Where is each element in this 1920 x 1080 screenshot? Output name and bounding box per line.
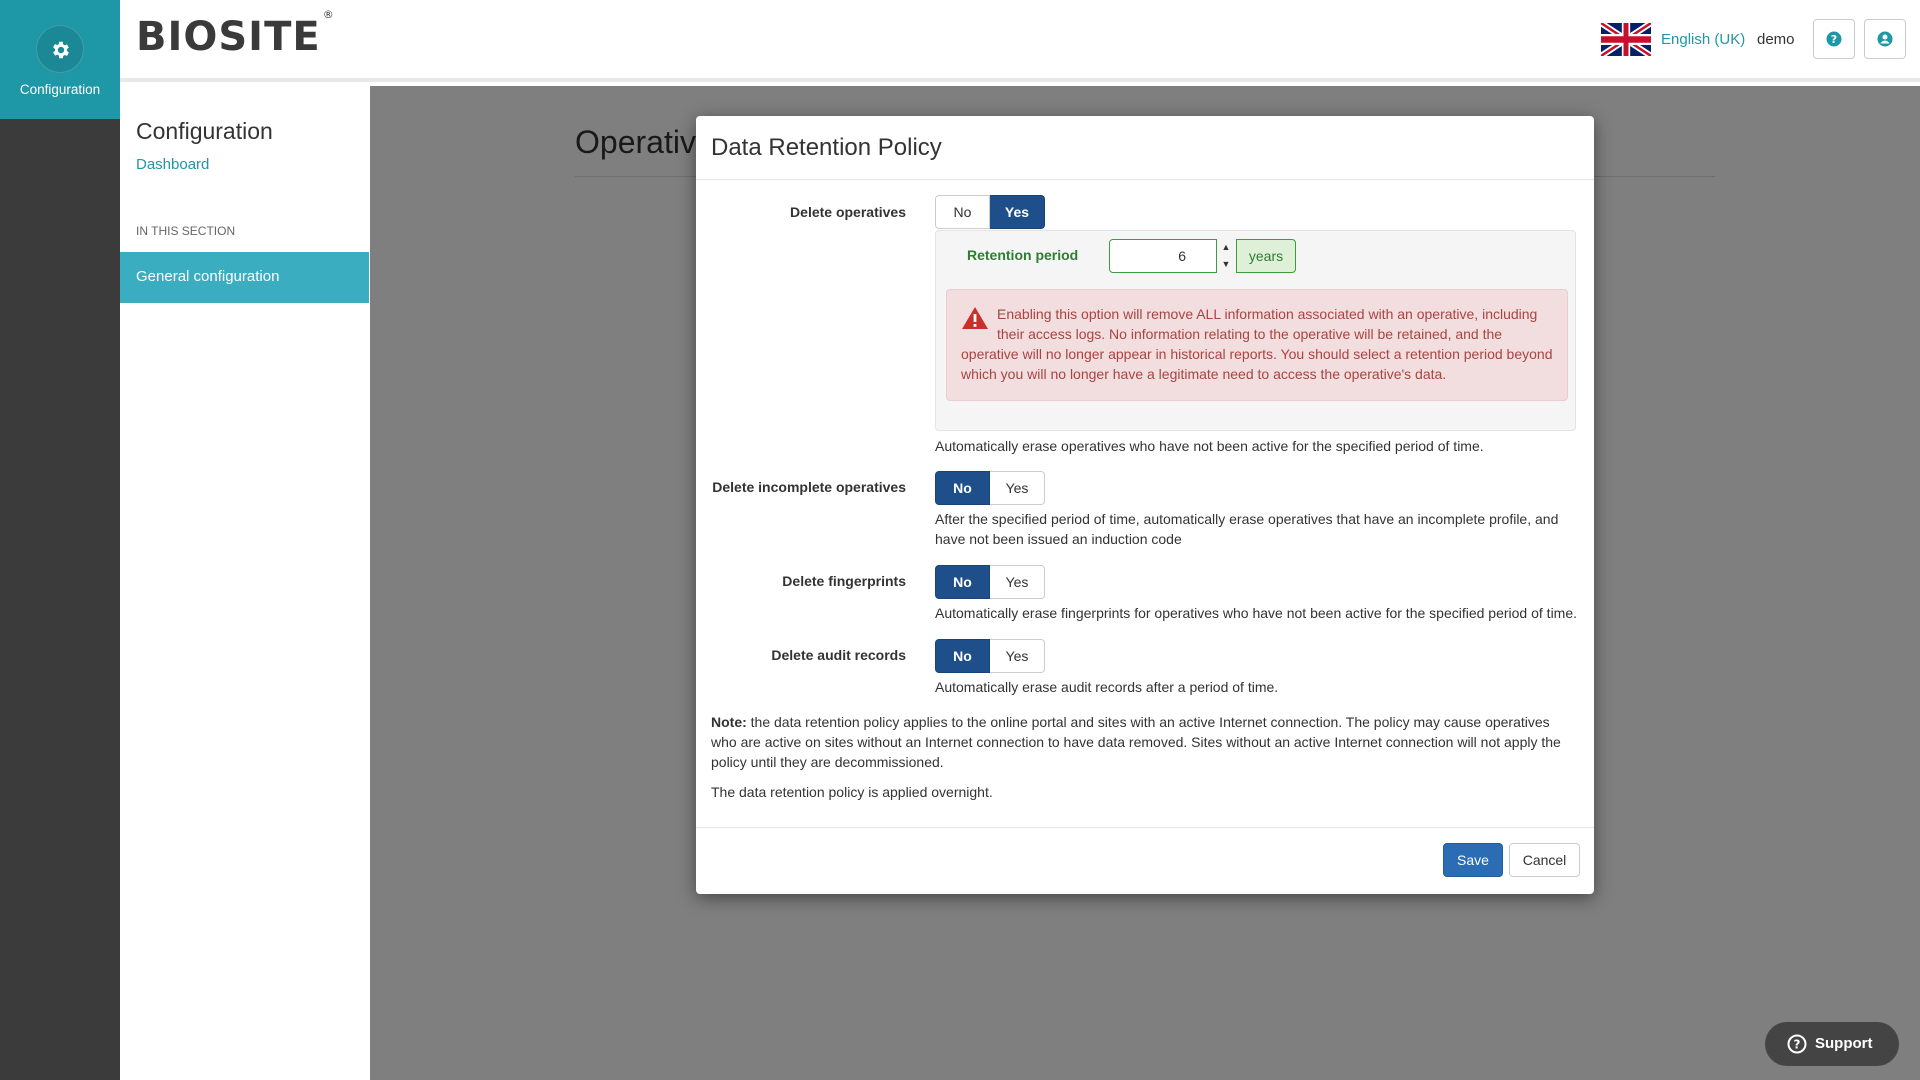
delete-operatives-no-button[interactable]: No	[935, 195, 990, 229]
rail-item-label: Configuration	[19, 82, 101, 97]
delete-incomplete-toggle	[935, 471, 1045, 505]
save-button[interactable]: Save	[1443, 843, 1503, 877]
delete-audit-no-button[interactable]: No	[935, 639, 990, 673]
delete-operatives-help: Automatically erase operatives who have not been active for the specified period of time.	[935, 438, 1484, 454]
retention-period-spinner[interactable]	[1219, 239, 1233, 273]
sidebar-section-heading: IN THIS SECTION	[136, 224, 236, 238]
top-header	[120, 0, 1920, 82]
help-circle-icon	[1787, 1034, 1807, 1054]
overnight-note: The data retention policy is applied overnight.	[711, 784, 993, 800]
sidebar-item-general-configuration[interactable]: General configuration	[120, 252, 369, 303]
modal-header	[696, 116, 1594, 180]
language-selector[interactable]: English (UK)	[1661, 31, 1746, 48]
delete-audit-toggle	[935, 639, 1045, 673]
uk-flag-icon[interactable]	[1601, 23, 1651, 56]
svg-text:?: ?	[1793, 1037, 1801, 1052]
help-icon	[1826, 31, 1842, 47]
delete-fingerprints-toggle	[935, 565, 1045, 599]
delete-operatives-toggle	[935, 195, 1045, 229]
delete-incomplete-no-button[interactable]: No	[935, 471, 990, 505]
app-rail	[0, 0, 120, 1080]
delete-incomplete-help: After the specified period of time, automatically erase operatives that have an incomplete profile, and have not been issued an induction code	[935, 511, 1559, 547]
note-label: Note:	[711, 714, 747, 730]
warning-icon	[961, 306, 989, 330]
delete-fingerprints-label: Delete fingerprints	[782, 573, 906, 589]
modal-title: Data Retention Policy	[711, 134, 942, 161]
note-text: the data retention policy applies to the online portal and sites with an active Internet connection. The policy may cause operatives who are active on sites without an Internet connection to have data removed. Sites without an active Internet connection will not apply the policy until they are decommissioned.	[711, 714, 1561, 770]
delete-incomplete-yes-button[interactable]: Yes	[990, 471, 1045, 505]
spin-down-icon[interactable]: ▼	[1221, 259, 1231, 269]
support-button[interactable]	[1765, 1022, 1899, 1066]
policy-note	[711, 712, 1579, 772]
data-retention-modal	[696, 116, 1594, 894]
sidebar-title: Configuration	[136, 118, 273, 144]
biosite-logo[interactable]: BIOSITE ®	[136, 7, 335, 60]
user-icon	[1877, 31, 1893, 47]
delete-audit-help: Automatically erase audit records after a period of time.	[935, 679, 1279, 695]
svg-text:?: ?	[1830, 33, 1838, 46]
retention-period-input[interactable]: 6	[1109, 239, 1217, 273]
user-menu-button[interactable]	[1864, 19, 1906, 59]
delete-fingerprints-help: Automatically erase fingerprints for operatives who have not been active for the specified period of time.	[935, 605, 1578, 621]
gear-icon	[36, 25, 84, 73]
delete-fingerprints-yes-button[interactable]: Yes	[990, 565, 1045, 599]
section-sidebar	[120, 86, 370, 1080]
delete-audit-label: Delete audit records	[771, 647, 906, 663]
retention-period-label: Retention period	[967, 247, 1079, 263]
rail-item-configuration[interactable]	[0, 0, 120, 119]
cancel-button[interactable]: Cancel	[1509, 843, 1580, 877]
warning-text: Enabling this option will remove ALL information associated with an operative, including their access logs. No information relating to the operative will be retained, and the operative will no longer appear in historical reports. You should select a retention period beyond which you will no longer have a legitimate need to access the operative's data.	[961, 306, 1553, 382]
retention-unit: years	[1236, 239, 1296, 273]
modal-footer	[696, 827, 1594, 894]
help-button[interactable]	[1813, 19, 1855, 59]
delete-operatives-label: Delete operatives	[790, 204, 906, 220]
delete-fingerprints-no-button[interactable]: No	[935, 565, 990, 599]
delete-incomplete-label: Delete incomplete operatives	[712, 479, 906, 495]
delete-audit-yes-button[interactable]: Yes	[990, 639, 1045, 673]
dashboard-link[interactable]: Dashboard	[136, 156, 210, 173]
username[interactable]: demo	[1757, 31, 1795, 48]
spin-up-icon[interactable]: ▲	[1221, 242, 1231, 252]
retention-settings-panel	[935, 230, 1576, 431]
delete-operatives-yes-button[interactable]: Yes	[990, 195, 1045, 229]
support-label: Support	[1815, 1035, 1873, 1052]
delete-warning-alert	[946, 289, 1568, 401]
